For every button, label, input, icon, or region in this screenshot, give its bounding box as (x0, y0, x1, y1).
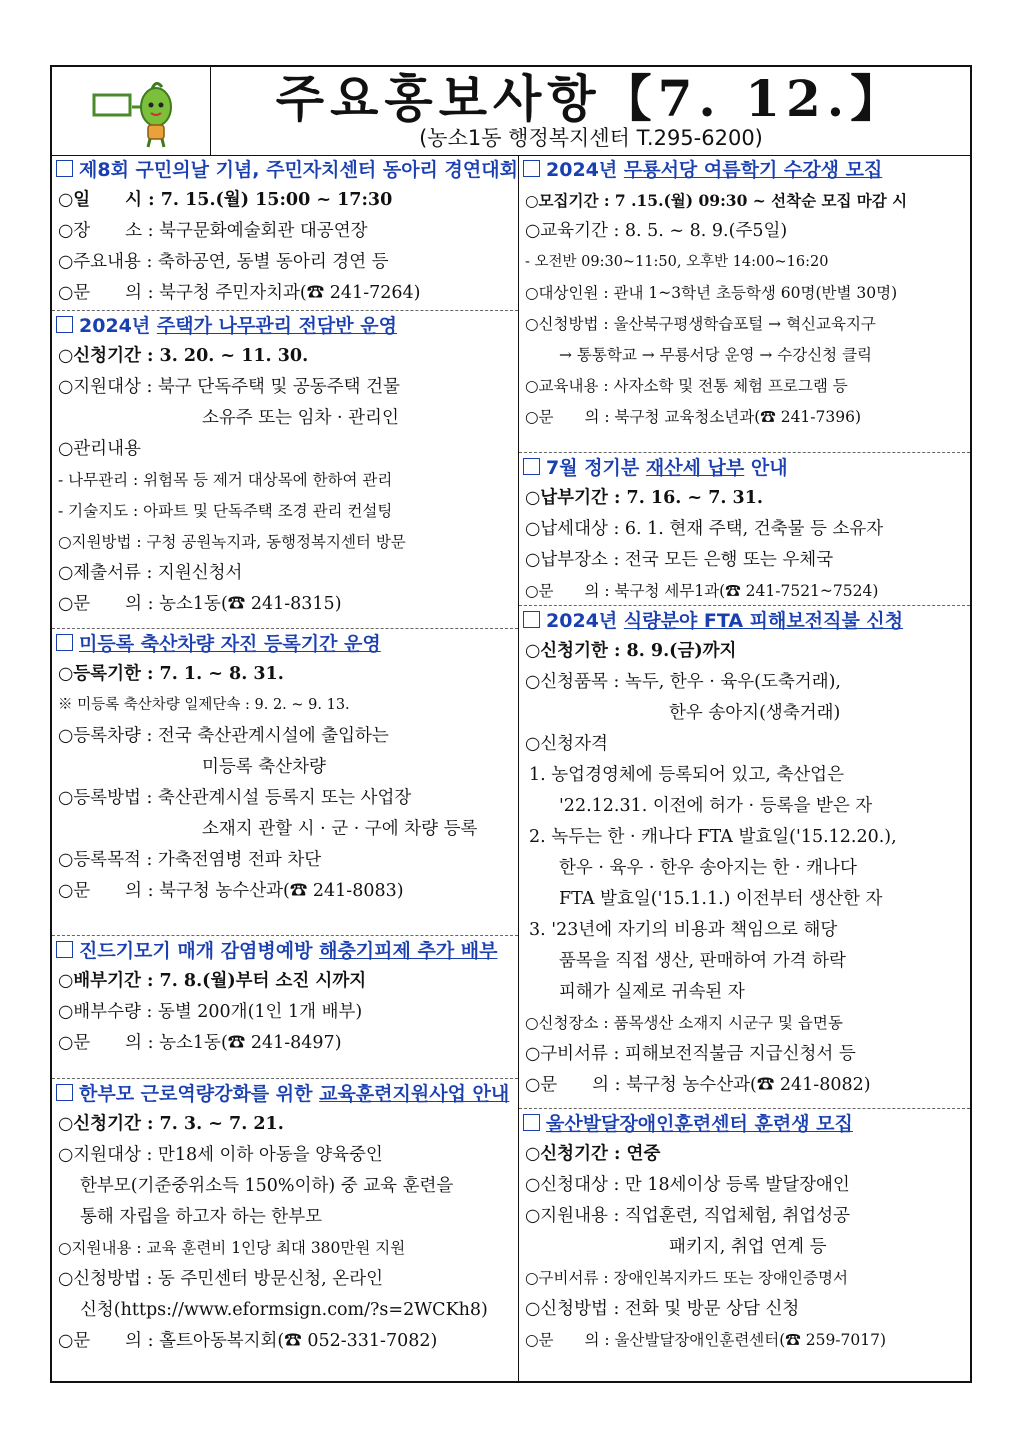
left-section (52, 311, 518, 620)
section-title-text: 해충기피제 추가 배부 (319, 940, 498, 962)
header (52, 67, 970, 156)
section-title (519, 155, 970, 185)
notice-line: ○신청기간 : 연중 (525, 1144, 661, 1164)
left-section (52, 155, 518, 309)
section-title-text: 주택가 나무관리 전담반 운영 (156, 315, 397, 337)
section-title (519, 606, 970, 636)
notice-line: ○구비서류 : 피해보전직불금 지급신청서 등 (525, 1044, 856, 1064)
notice-line: - 기술지도 : 아파트 및 단독주택 조경 관리 컨설팅 (58, 502, 393, 520)
notice-line: 통해 자립을 하고자 하는 한부모 (80, 1207, 323, 1227)
notice-line: ○대상인원 : 관내 1~3학년 초등학생 60명(반별 30명) (525, 284, 898, 302)
notice-line: ○문 의 : 농소1동(☎ 241-8315) (58, 594, 342, 614)
notice-line: ○등록차량 : 전국 축산관계시설에 출입하는 (58, 726, 389, 746)
checkbox-square-icon (523, 1114, 540, 1131)
section-title-text: 2024년 (546, 159, 624, 181)
notice-line: ○신청방법 : 동 주민센터 방문신청, 온라인 (58, 1269, 384, 1289)
notice-line: ○문 의 : 농소1동(☎ 241-8497) (58, 1033, 342, 1053)
notice-line: ○배부수량 : 동별 200개(1인 1개 배부) (58, 1002, 363, 1022)
notice-line: ○문 의 : 북구청 세무1과(☎ 241-7521~7524) (525, 582, 879, 600)
notice-line: ○장 소 : 북구문화예술회관 대공연장 (58, 221, 368, 241)
notice-line: ○신청품목 : 녹두, 한우 · 육우(도축거래), (525, 672, 841, 692)
notice-line: ○배부기간 : 7. 8.(월)부터 소진 시까지 (58, 971, 367, 991)
notice-line: ○문 의 : 북구청 교육청소년과(☎ 241-7396) (525, 408, 862, 426)
notice-line: ○신청기간 : 7. 3. ~ 7. 21. (58, 1114, 284, 1134)
notice-line: 패키지, 취업 연계 등 (669, 1237, 827, 1257)
left-section (52, 629, 518, 907)
notice-line: 2. 녹두는 한 · 캐나다 FTA 발효일('15.12.20.), (529, 827, 897, 847)
checkbox-square-icon (523, 458, 540, 475)
notice-line: ○문 의 : 북구청 주민자치과(☎ 241-7264) (58, 283, 421, 303)
notice-line: ○신청대상 : 만 18세이상 등록 발달장애인 (525, 1175, 850, 1195)
page-title: 주요홍보사항【7. 12.】 (275, 69, 907, 128)
notice-line: ○문 의 : 울산발달장애인훈련센터(☎ 259-7017) (525, 1331, 887, 1349)
notice-line: → 통통학교 → 무룡서당 운영 → 수강신청 클릭 (559, 346, 873, 364)
section-title (519, 453, 970, 483)
notice-line: 미등록 축산차량 (202, 757, 326, 777)
notice-line: ○문 의 : 홀트아동복지회(☎ 052-331-7082) (58, 1331, 438, 1351)
left-section (52, 936, 518, 1059)
notice-line: ※ 미등록 축산차량 일제단속 : 9. 2. ~ 9. 13. (58, 697, 350, 713)
checkbox-square-icon (56, 316, 73, 333)
section-title-text: 제8회 구민의날 기념, 주민자치센터 동아리 경연대회 (79, 159, 518, 181)
notice-line: ○신청기간 : 3. 20. ~ 11. 30. (58, 346, 309, 366)
section-title-text: 울산발달장애인훈련센터 훈련생 모집 (546, 1113, 853, 1135)
notice-line: 한부모(기준중위소득 150%이하) 중 교육 훈련을 (80, 1176, 454, 1196)
notice-line: - 나무관리 : 위험목 등 제거 대상목에 한하여 관리 (58, 471, 393, 489)
left-column (52, 155, 519, 1381)
notice-line: ○납부기간 : 7. 16. ~ 7. 31. (525, 488, 763, 508)
checkbox-square-icon (523, 160, 540, 177)
checkbox-square-icon (56, 1084, 73, 1101)
section-title-text: 안내 (744, 457, 788, 479)
notice-line: ○신청기한 : 8. 9.(금)까지 (525, 641, 737, 661)
section-title (52, 936, 518, 966)
section-title-text: 무룡서당 여름학기 수강생 모집 (623, 159, 883, 181)
right-column (519, 155, 970, 1381)
right-section (519, 155, 970, 433)
notice-line: ○모집기간 : 7 .15.(월) 09:30 ~ 선착순 모집 마감 시 (525, 191, 908, 210)
notice-line: 신청(https://www.eformsign.com/?s=2WCKh8) (80, 1300, 488, 1320)
notice-line: ○신청방법 : 전화 및 방문 상담 신청 (525, 1299, 800, 1319)
section-title-text: 재산세 납부 (645, 457, 745, 479)
section-title (52, 629, 518, 659)
notice-line: '22.12.31. 이전에 허가 · 등록을 받은 자 (559, 796, 873, 816)
notice-line: 한우 송아지(생축거래) (669, 703, 841, 723)
notice-line: 한우 · 육우 · 한우 송아지는 한 · 캐나다 (559, 858, 857, 878)
section-title-text: 미등록 축산차량 자진 등록기간 운영 (79, 633, 381, 655)
right-section (519, 1109, 970, 1356)
section-title-text: 교육훈련지원사업 안내 (319, 1083, 510, 1105)
section-title-text: 한부모 근로역량강화를 위한 (79, 1083, 320, 1105)
notice-line: ○납세대상 : 6. 1. 현재 주택, 건축물 등 소유자 (525, 519, 884, 539)
mascot-icon (52, 67, 210, 155)
notice-line: ○지원방법 : 구청 공원녹지과, 동행정복지센터 방문 (58, 533, 406, 551)
notice-line: 1. 농업경영체에 등록되어 있고, 축산업은 (529, 765, 844, 785)
notice-line: ○주요내용 : 축하공연, 동별 동아리 경연 등 (58, 252, 389, 272)
notice-line: ○지원대상 : 만18세 이하 아동을 양육중인 (58, 1145, 383, 1165)
section-title-text: 2024년 (79, 315, 157, 337)
notice-line: ○문 의 : 북구청 농수산과(☎ 241-8082) (525, 1075, 871, 1095)
notice-line: ○등록기한 : 7. 1. ~ 8. 31. (58, 664, 284, 684)
section-title-text: 2024년 (546, 610, 624, 632)
notice-line: ○교육내용 : 사자소학 및 전통 체험 프로그램 등 (525, 377, 848, 395)
section-title-text: 7월 정기분 (546, 457, 646, 479)
notice-line: ○등록방법 : 축산관계시설 등록지 또는 사업장 (58, 788, 412, 808)
notice-line: ○납부장소 : 전국 모든 은행 또는 우체국 (525, 550, 834, 570)
notice-line: ○신청장소 : 품목생산 소재지 시군구 및 읍면동 (525, 1014, 843, 1032)
notice-line: 피해가 실제로 귀속된 자 (559, 982, 745, 1002)
notice-line: ○문 의 : 북구청 농수산과(☎ 241-8083) (58, 881, 404, 901)
checkbox-square-icon (56, 941, 73, 958)
notice-line: ○일 시 : 7. 15.(월) 15:00 ~ 17:30 (58, 190, 393, 210)
notice-line: ○교육기간 : 8. 5. ~ 8. 9.(주5일) (525, 221, 788, 241)
notice-line: 소유주 또는 임차 · 관리인 (202, 408, 399, 428)
notice-line: - 오전반 09:30~11:50, 오후반 14:00~16:20 (525, 254, 829, 270)
section-title (52, 311, 518, 341)
left-section (52, 1079, 518, 1357)
notice-line: ○신청자격 (525, 734, 608, 754)
checkbox-square-icon (523, 611, 540, 628)
notice-line: ○지원내용 : 교육 훈련비 1인당 최대 380만원 지원 (58, 1239, 406, 1257)
notice-line: ○지원대상 : 북구 단독주택 및 공동주택 건물 (58, 377, 400, 397)
section-title-text: 진드기모기 매개 감염병예방 (79, 940, 320, 962)
right-section (519, 606, 970, 1101)
section-title-text: 식량분야 FTA 피해보전직불 신청 (623, 610, 904, 632)
logo-cell (52, 67, 211, 155)
notice-line: 품목을 직접 생산, 판매하여 가격 하락 (559, 951, 846, 971)
notice-frame (50, 65, 972, 1383)
notice-line: ○제출서류 : 지원신청서 (58, 563, 243, 583)
right-section (519, 453, 970, 607)
notice-line: ○신청방법 : 울산북구평생학습포털 → 혁신교육지구 (525, 315, 876, 333)
notice-line: 3. '23년에 자기의 비용과 책임으로 해당 (529, 920, 838, 940)
notice-line: 소재지 관할 시 · 군 · 구에 차량 등록 (202, 819, 478, 839)
section-title (52, 1079, 518, 1109)
checkbox-square-icon (56, 160, 73, 177)
notice-line: ○구비서류 : 장애인복지카드 또는 장애인증명서 (525, 1269, 848, 1287)
section-title (52, 155, 518, 185)
notice-line: ○관리내용 (58, 439, 141, 459)
notice-line: FTA 발효일('15.1.1.) 이전부터 생산한 자 (559, 889, 883, 909)
section-title (519, 1109, 970, 1139)
checkbox-square-icon (56, 634, 73, 651)
notice-line: ○지원내용 : 직업훈련, 직업체험, 취업성공 (525, 1206, 851, 1226)
page-subtitle: (농소1동 행정복지센터 T.295-6200) (419, 126, 763, 150)
notice-line: ○등록목적 : 가축전염병 전파 차단 (58, 850, 322, 870)
